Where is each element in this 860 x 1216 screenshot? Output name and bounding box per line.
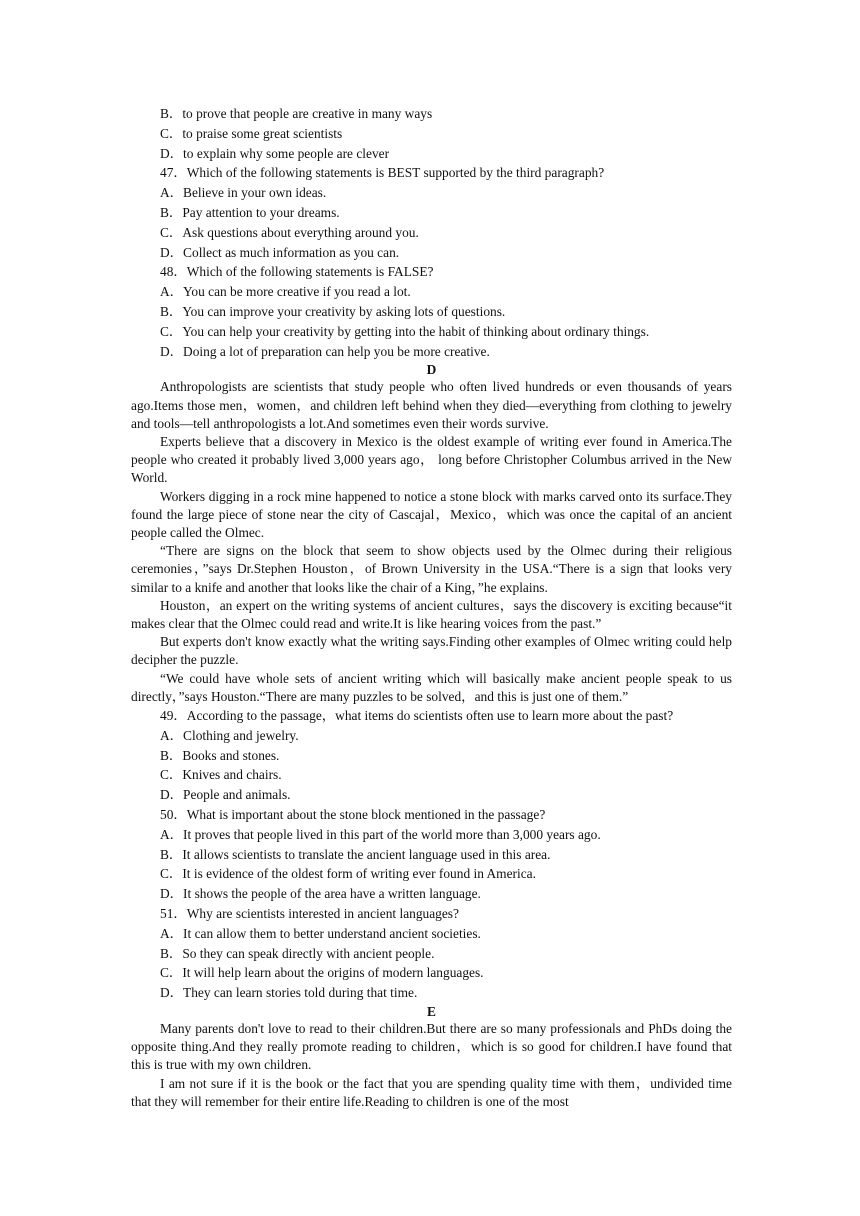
passage-paragraph: Many parents don't love to read to their children.But there are so many professionals and PhDs doing the opposite thing.And they really promote reading to children，which is so good for children.I have found that this is true with my own children. [131,1020,732,1073]
question-51: 51．Why are scientists interested in ancient languages? [160,905,459,921]
question-49: 49．According to the passage，what items do scientists often use to learn more about the past? [160,708,674,724]
option-b: B．So they can speak directly with ancient people. [160,945,435,961]
option-d: D．Doing a lot of preparation can help you be more creative. [160,343,490,359]
option-b: B．It allows scientists to translate the ancient language used in this area. [160,846,551,862]
passage-paragraph: I am not sure if it is the book or the fact that you are spending quality time with them，undivided time that they will remember for their entire life.Reading to children is one of the most [131,1075,732,1109]
option-c: C．It is evidence of the oldest form of writing ever found in America. [160,866,536,882]
option-d: D．They can learn stories told during that time. [160,985,418,1001]
option-b: B．to prove that people are creative in many ways [160,106,433,121]
option-d: D．to explain why some people are clever [160,145,390,161]
section-heading-e: E [427,1003,436,1019]
option-a: A．It proves that people lived in this part of the world more than 3,000 years ago. [160,826,601,842]
option-d: D．People and animals. [160,787,291,803]
passage-paragraph: Houston，an expert on the writing systems of ancient cultures，says the discovery is exciting because“it makes clear that the Olmec could read and write.It is like hearing voices from the past.” [131,597,732,631]
option-b: B．Books and stones. [160,747,280,763]
passage-paragraph: “We could have whole sets of ancient writing which will basically make ancient people speak to us directly，”says Houston.“There are many puzzles to be solved，and this is just one of them.” [131,670,732,704]
question-47: 47．Which of the following statements is BEST supported by the third paragraph? [160,165,605,181]
option-a: A．It can allow them to better understand ancient societies. [160,925,481,941]
question-50: 50．What is important about the stone block mentioned in the passage? [160,807,546,822]
document-page [131,104,732,1111]
passage-paragraph: But experts don't know exactly what the writing says.Finding other examples of Olmec writing could help decipher the puzzle. [131,634,732,668]
option-a: A．Believe in your own ideas. [160,185,327,201]
option-c: C．Ask questions about everything around you. [160,224,419,240]
option-c: C．to praise some great scientists [160,125,343,141]
section-heading-d: D [426,362,437,378]
passage-paragraph: Experts believe that a discovery in Mexico is the oldest example of writing ever found in America.The people who created it probably lived 3,000 years ago， long before Christopher Columbus arrived in the New World. [131,433,732,486]
passage-paragraph: Workers digging in a rock mine happened to notice a stone block with marks carved onto its surface.They found the large piece of stone near the city of Cascajal，Mexico，which was once the capital of an ancient people called the Olmec. [131,488,732,540]
option-a: A．Clothing and jewelry. [160,727,299,743]
option-c: C．It will help learn about the origins of modern languages. [160,965,484,981]
passage-paragraph: “There are signs on the block that seem to show objects used by the Olmec during their religious ceremonies，”says Dr.Stephen Houston，of Brown University in the USA.“There is a sign that looks very similar to a knife and another that looks like the chair of a King，”he explains. [131,543,732,595]
option-c: C．You can help your creativity by getting into the habit of thinking about ordinary things. [160,323,650,339]
passage-paragraph: Anthropologists are scientists that study people who often lived hundreds or even thousands of years ago.Items those men，women，and children left behind when they died—everything from clothing to jewelry and tools—tell anthropologists a lot.And sometimes even their words survive. [131,379,732,431]
option-d: D．It shows the people of the area have a written language. [160,886,481,902]
option-d: D．Collect as much information as you can. [160,244,400,260]
option-a: A．You can be more creative if you read a lot. [160,284,411,300]
option-b: B．You can improve your creativity by asking lots of questions. [160,303,506,319]
question-48: 48．Which of the following statements is FALSE? [160,264,434,280]
option-b: B．Pay attention to your dreams. [160,204,340,220]
option-c: C．Knives and chairs. [160,767,282,783]
